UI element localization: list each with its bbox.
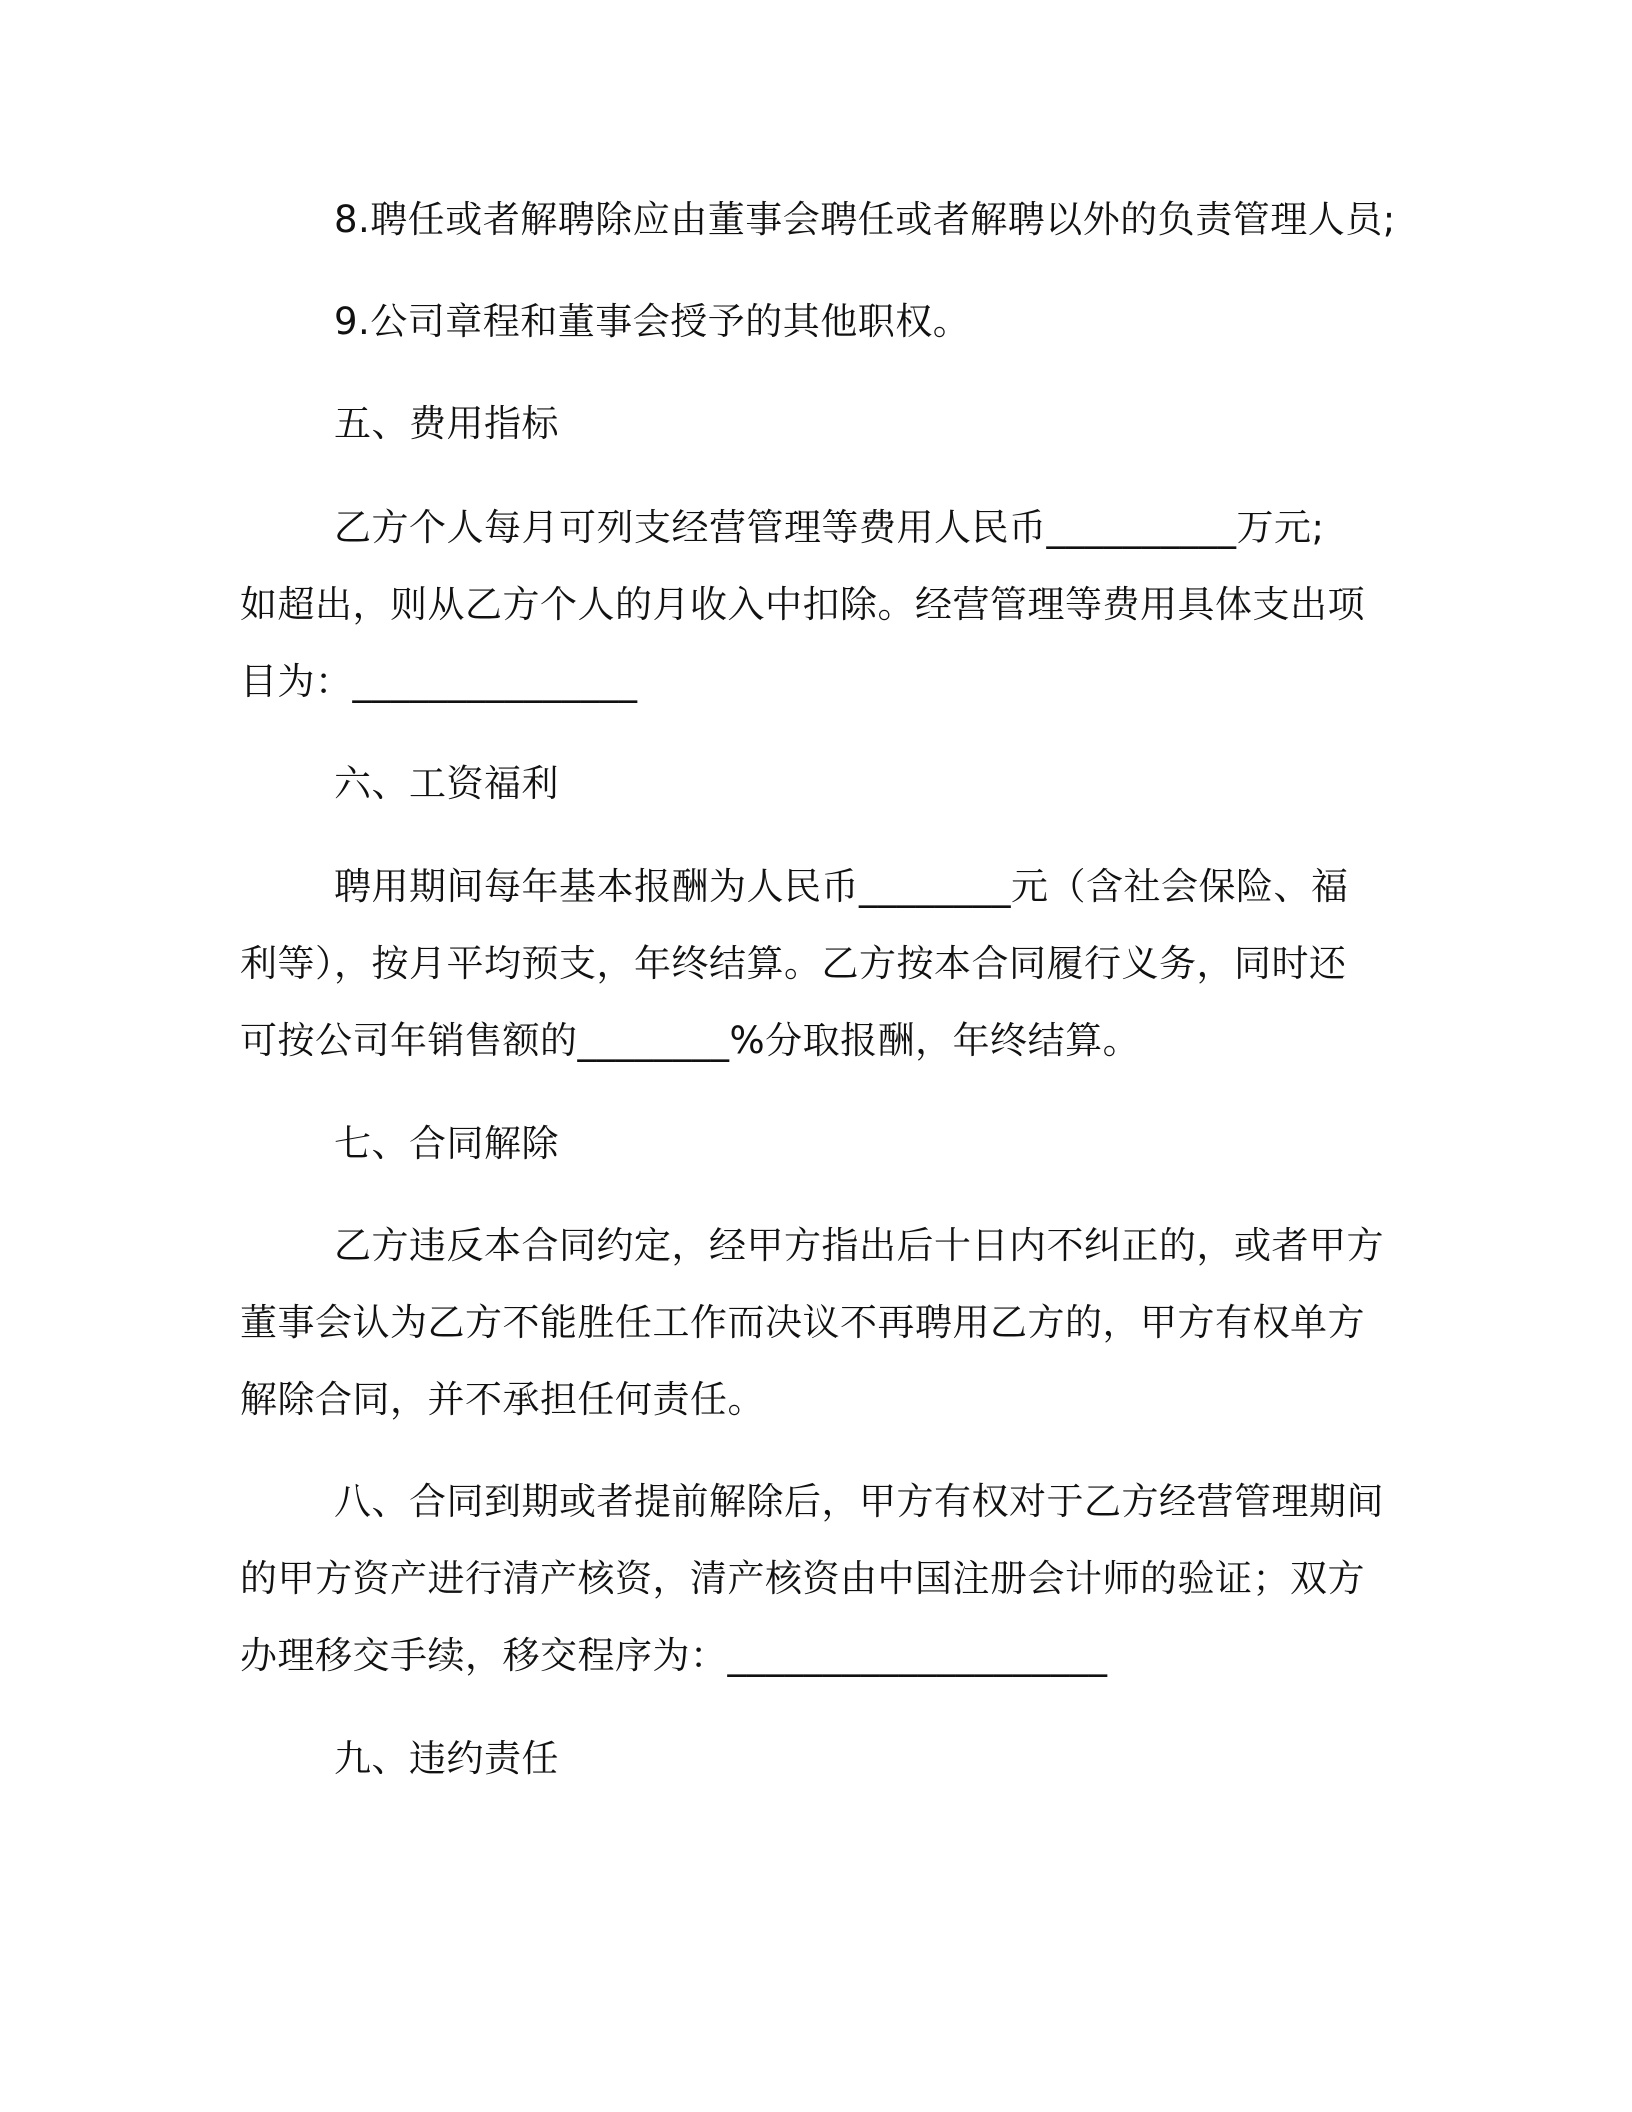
- section-6-paragraph-line-3: 可按公司年销售额的________%分取报酬，年终结算。: [240, 1019, 1141, 1062]
- section-8-paragraph-line-2: 的甲方资产进行清产核资，清产核资由中国注册会计师的验证；双方: [240, 1557, 1365, 1600]
- section-7-heading: 七、合同解除: [334, 1122, 559, 1165]
- section-5-heading: 五、费用指标: [334, 402, 559, 445]
- section-5-paragraph-line-3: 目为：_______________: [240, 660, 638, 703]
- section-7-paragraph-line-1: 乙方违反本合同约定，经甲方指出后十日内不纠正的，或者甲方: [334, 1224, 1384, 1267]
- section-8-paragraph-line-1: 八、合同到期或者提前解除后，甲方有权对于乙方经营管理期间: [334, 1480, 1384, 1523]
- clause-8-text: 8.聘任或者解聘除应由董事会聘任或者解聘以外的负责管理人员;: [334, 198, 1396, 241]
- section-7-paragraph-line-2: 董事会认为乙方不能胜任工作而决议不再聘用乙方的，甲方有权单方: [240, 1301, 1365, 1344]
- section-6-paragraph-line-1: 聘用期间每年基本报酬为人民币________元（含社会保险、福: [334, 865, 1349, 908]
- section-6-paragraph-line-2: 利等），按月平均预支，年终结算。乙方按本合同履行义务，同时还: [240, 942, 1347, 985]
- section-5-paragraph-line-1: 乙方个人每月可列支经营管理等费用人民币__________万元;: [334, 506, 1325, 549]
- section-5-paragraph-line-2: 如超出，则从乙方个人的月收入中扣除。经营管理等费用具体支出项: [240, 583, 1365, 626]
- section-6-heading: 六、工资福利: [334, 762, 559, 805]
- section-8-paragraph-line-3: 办理移交手续，移交程序为：____________________: [240, 1634, 1108, 1677]
- clause-9-text: 9.公司章程和董事会授予的其他职权。: [334, 300, 971, 343]
- section-7-paragraph-line-3: 解除合同，并不承担任何责任。: [240, 1378, 765, 1421]
- section-9-heading: 九、违约责任: [334, 1737, 559, 1780]
